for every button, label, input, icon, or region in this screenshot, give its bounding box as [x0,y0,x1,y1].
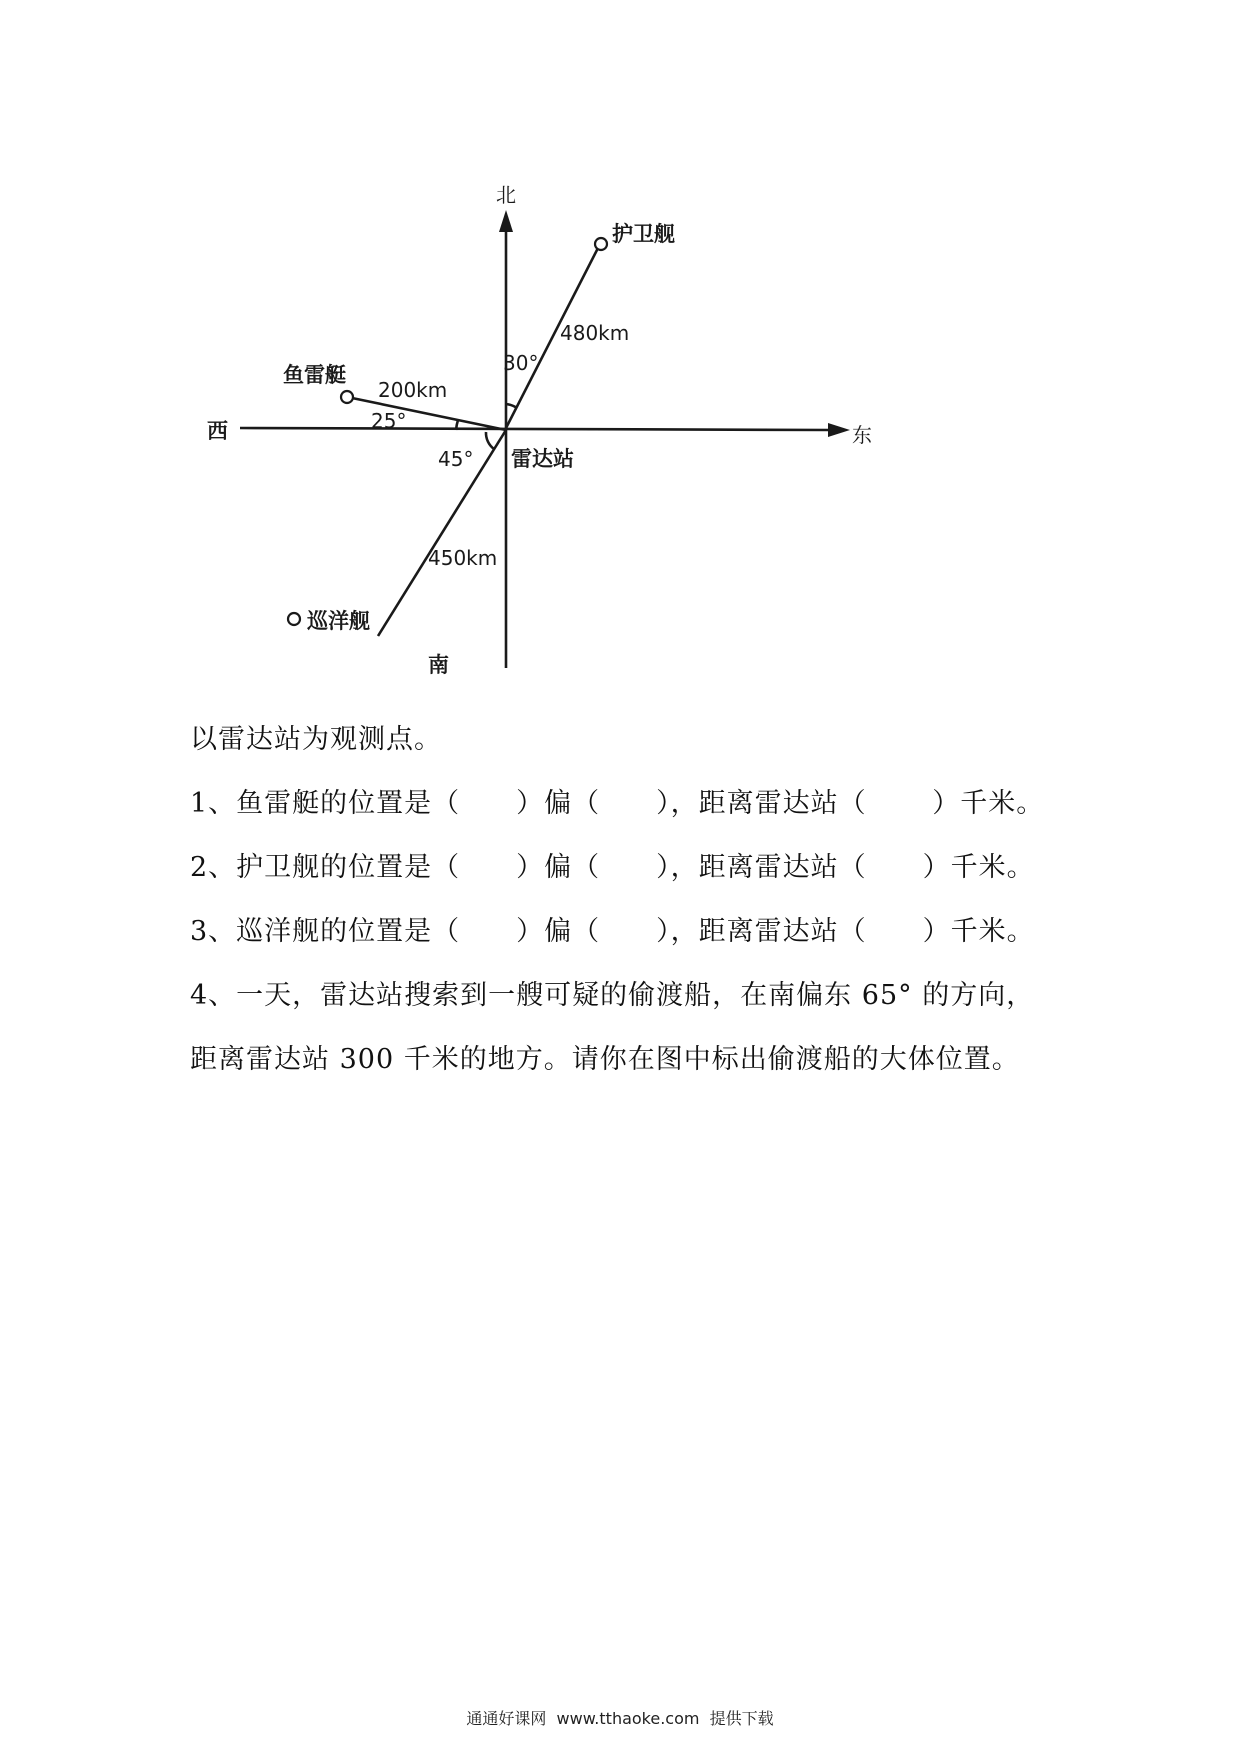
frigate-marker [595,238,607,250]
frigate-distance: 480km [560,321,630,345]
question-3: 3、巡洋舰的位置是（ ）偏（ ），距离雷达站（ ）千米。 [190,916,1035,947]
frigate-label: 护卫舰 [612,222,675,246]
cruiser-angle: 45° [438,447,474,471]
question-4-line-2: 距离雷达站 300 千米的地方。请你在图中标出偷渡船的大体位置。 [190,1044,1020,1075]
north-arrow-icon [499,210,513,232]
east-label: 东 [852,423,872,447]
west-label: 西 [207,419,228,443]
frigate-angle: 30° [503,351,539,375]
footer-text: 通通好课网 www.tthaoke.com 提供下载 [466,1709,774,1728]
station-label: 雷达站 [511,447,574,471]
cruiser-marker [288,613,300,625]
west-east-axis [240,428,832,430]
torpedo-boat-label: 鱼雷艇 [283,363,346,387]
cruiser-distance: 450km [428,546,498,570]
torpedo-boat-distance: 200km [378,378,448,402]
south-label: 南 [428,653,449,677]
question-4-line-1: 4、一天，雷达站搜索到一艘可疑的偷渡船，在南偏东 65° 的方向， [190,980,1035,1011]
torpedo-boat-angle: 25° [371,409,407,433]
cruiser-label: 巡洋舰 [307,609,370,633]
east-arrow-icon [828,423,850,437]
question-2: 2、护卫舰的位置是（ ）偏（ ），距离雷达站（ ）千米。 [190,852,1035,883]
intro-text: 以雷达站为观测点。 [190,724,442,755]
angle-arc-30 [506,404,517,408]
torpedo-boat-marker [341,391,353,403]
angle-arc-45 [486,432,494,449]
direction-diagram [0,0,1240,700]
north-label: 北 [496,183,516,207]
question-1: 1、鱼雷艇的位置是（ ）偏（ ），距离雷达站（ ）千米。 [190,788,1045,819]
